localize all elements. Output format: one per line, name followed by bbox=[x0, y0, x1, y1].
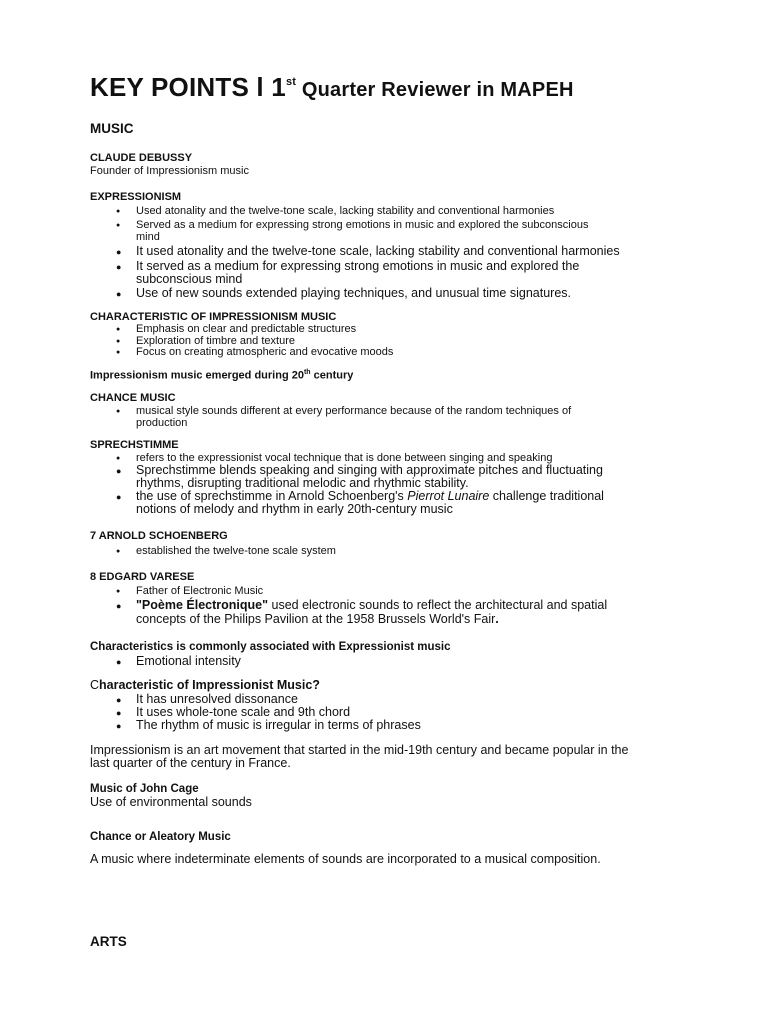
list-item: "Poème Électronique" used electronic sounds to reflect the architectural and spatial bbox=[136, 598, 608, 612]
page-title bbox=[90, 72, 574, 103]
cage-heading: Music of John Cage bbox=[90, 783, 199, 795]
expressionism-heading: EXPRESSIONISM bbox=[90, 191, 182, 203]
list-item: Focus on creating atmospheric and evocative moods bbox=[136, 346, 394, 358]
list-item: Sprechstimme blends speaking and singing with approximate pitches and fluctuating bbox=[136, 463, 603, 477]
schoenberg-heading: 7 ARNOLD SCHOENBERG bbox=[90, 530, 228, 542]
list-item: The rhythm of music is irregular in terms of phrases bbox=[136, 718, 421, 732]
title-main: KEY POINTS l 1 bbox=[90, 72, 286, 102]
list-item: Served as a medium for expressing strong emotions in music and explored the subconscious bbox=[136, 219, 589, 231]
arts-heading: ARTS bbox=[90, 934, 127, 949]
list-item-cont: subconscious mind bbox=[136, 272, 243, 286]
impressionism-char-heading: CHARACTERISTIC OF IMPRESSIONISM MUSIC bbox=[90, 311, 337, 323]
list-item: It has unresolved dissonance bbox=[136, 692, 298, 706]
title-rest: Quarter Reviewer in MAPEH bbox=[296, 79, 574, 101]
impr-char2-heading: Characteristic of Impressionist Music? bbox=[90, 678, 320, 692]
list-item: It used atonality and the twelve-tone scale, lacking stability and conventional harmonies bbox=[136, 244, 620, 258]
list-item: Father of Electronic Music bbox=[136, 585, 264, 597]
list-item: Emotional intensity bbox=[136, 654, 241, 668]
list-item: Exploration of timbre and texture bbox=[136, 335, 295, 347]
expr-assoc-heading: Characteristics is commonly associated with Expressionist music bbox=[90, 641, 451, 653]
cage-text: Use of environmental sounds bbox=[90, 795, 252, 809]
list-item: It uses whole-tone scale and 9th chord bbox=[136, 705, 351, 719]
list-item: Use of new sounds extended playing techniques, and unusual time signatures. bbox=[136, 286, 572, 300]
list-item: Emphasis on clear and predictable structures bbox=[136, 323, 357, 335]
list-item-cont: notions of melody and rhythm in early 20th-century music bbox=[136, 502, 453, 516]
impressionism-paragraph-line2: last quarter of the century in France. bbox=[90, 756, 291, 770]
debussy-heading: CLAUDE DEBUSSY bbox=[90, 152, 193, 164]
varese-heading: 8 EDGARD VARESE bbox=[90, 571, 195, 583]
list-item: musical style sounds different at every performance because of the random techniques of bbox=[136, 405, 572, 417]
document-page: KEY POINTS l 1st Quarter Reviewer in MAPEH MUSIC CLAUDE DEBUSSY Founder of Impressionism music EXPRESSIONISM ● Used atonality and the twelve-tone scale, lacking stability and conventional harmonies ● Served as a medium for expressing strong emotions in music and explored the subconscious mind ● It used atonality and the twelve-tone scale, lacking stability and conventional harmonies ● It served as a medium for expressing strong emotions in music and explored the subconscious mind ● Use of new sounds extended playing techniques, and unusual time signatures. CHARACTERISTIC OF IMPRESSIONISM MUSIC ● Emphasis on clear and predictable structures ● Exploration of timbre and texture ● Focus on creating atmospheric and evocative moods Impressionism music emerged during 20th century CHANCE MUSIC ● musical style sounds different at every performance because of the random techniques of production SPRECHSTIMME ● refers to the expressionist vocal technique that is done between singing and speaking ● Sprechstimme blends speaking and singing with approximate pitches and fluctuating rhythms, disrupting traditional melodic and rhythmic stability. ● the use of sprechstimme in Arnold Schoenberg's Pierrot Lunaire challenge traditional notions of melody and rhythm in early 20th-century music 7 ARNOLD SCHOENBERG ● established the twelve-tone scale system 8 EDGARD VARESE ● Father of Electronic Music ● "Poème Électronique" used electronic sounds to reflect the architectural and spatial concepts of the Philips Pavilion at the 1958 Brussels World's Fair. Characteristics is commonly associated with Expressionist music ● Emotional intensity Characteristic of Impressionist Music? ● It has unresolved dissonance ● It uses whole-tone scale and 9th chord ● The rhythm of music is irregular in terms of phrases Impressionism is an art movement that started in the mid-19th century and became popular in the last quarter of the century in France. Music of John Cage Use of environmental sounds Chance or Aleatory Music A music where indeterminate elements of sounds are incorporated to a musical composition. ARTS bbox=[90, 72, 629, 949]
chance-music-heading: CHANCE MUSIC bbox=[90, 392, 176, 404]
list-item: It served as a medium for expressing strong emotions in music and explored the bbox=[136, 259, 580, 273]
aleatory-text: A music where indeterminate elements of sounds are incorporated to a musical composition. bbox=[90, 852, 601, 866]
list-item: refers to the expressionist vocal technique that is done between singing and speaking bbox=[136, 452, 553, 464]
title-sup: st bbox=[285, 76, 297, 88]
sprechstimme-heading: SPRECHSTIMME bbox=[90, 439, 179, 451]
list-item-cont: production bbox=[136, 417, 188, 429]
list-item: Used atonality and the twelve-tone scale, lacking stability and conventional harmonies bbox=[136, 205, 555, 217]
list-item-cont: concepts of the Philips Pavilion at the 1958 Brussels World's Fair. bbox=[136, 612, 499, 626]
impressionism-paragraph-line1: Impressionism is an art movement that started in the mid-19th century and became popular in the bbox=[90, 743, 629, 757]
debussy-text: Founder of Impressionism music bbox=[90, 165, 249, 177]
list-item-cont: rhythms, disrupting traditional melodic and rhythmic stability. bbox=[136, 476, 469, 490]
music-heading: MUSIC bbox=[90, 121, 134, 136]
list-item-cont: mind bbox=[136, 231, 160, 243]
impressionism-emerged: Impressionism music emerged during 20th century bbox=[90, 369, 354, 382]
list-item: the use of sprechstimme in Arnold Schoenberg's Pierrot Lunaire challenge traditional bbox=[136, 489, 604, 503]
list-item: established the twelve-tone scale system bbox=[136, 545, 336, 557]
aleatory-heading: Chance or Aleatory Music bbox=[90, 831, 231, 843]
